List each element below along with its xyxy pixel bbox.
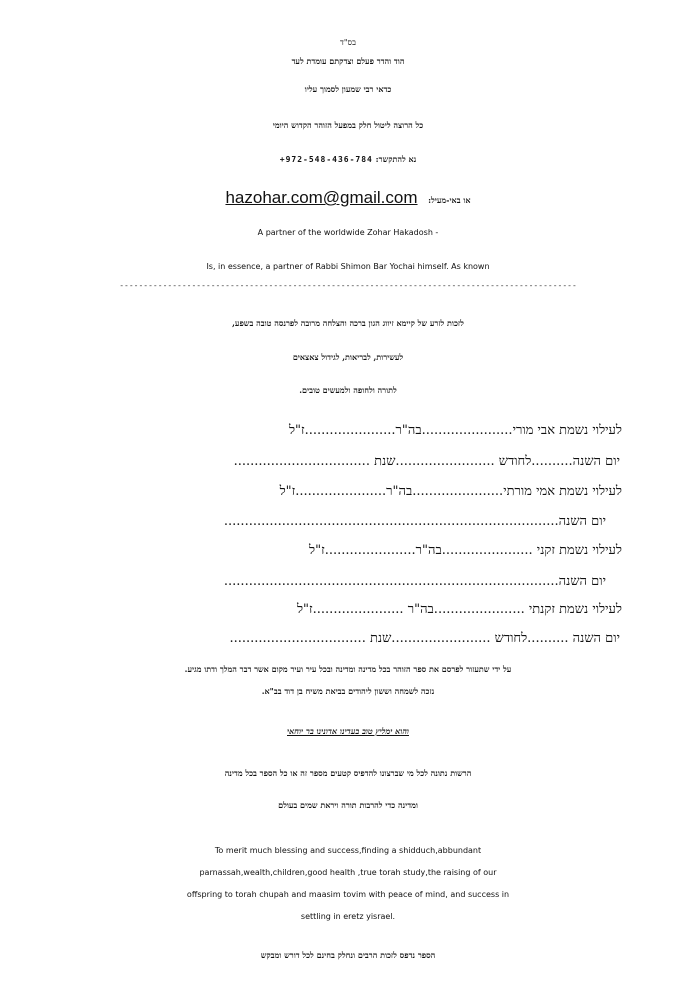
header-line-1: הוד והדר פעלם וצדקתם עומדת לעד bbox=[291, 56, 405, 66]
bsd-mark: בס"ד bbox=[340, 38, 356, 47]
memorial-father: לעילוי נשמת אבי מורי......................בה"ר......................ז"ל bbox=[288, 423, 622, 438]
header-line-2: כדאי רבי שמעון לסמוך עליו bbox=[304, 84, 392, 94]
memorial-grandfather-date: יום השנה................................................................................. bbox=[223, 574, 606, 589]
blessing-line-3: לתורה ולחופה ולמעשים טובים. bbox=[299, 385, 397, 395]
email-link[interactable]: hazohar.com@gmail.com bbox=[225, 188, 418, 207]
english-blessing-line-2: parnassah,wealth,children,good health ,true torah study,the raising of our bbox=[199, 868, 497, 877]
english-headline: A partner of the worldwide Zohar Hakadosh - bbox=[257, 228, 439, 237]
purpose-line-1: על ידי שתעזור לפרסם את ספר הזוהר בכל מדינה ומדינה ובכל עיר ועיר מקום אשר דבר המלך ודתו מגיע. bbox=[184, 664, 512, 674]
blessing-line-1: לזכות לזרע של קיימא זיווג הגון ברכה והצלחה מרובה לפרנסה טובה בשפע, bbox=[232, 318, 464, 328]
email-label: או באי-מעיל: bbox=[428, 195, 471, 205]
permission-line-2: ומדינה כדי להרבות תורה ויראת שמים בעולם bbox=[278, 800, 418, 810]
phone-number[interactable]: +972-548-436-784 bbox=[279, 155, 373, 164]
memorial-grandfather: לעילוי נשמת זקני ......................בה"ר......................ז"ל bbox=[309, 543, 622, 558]
english-blessing-line-1: To merit much blessing and success,finding a shidduch,abbundant bbox=[214, 846, 482, 855]
header-line-3: כל הרוצה ליטול חלק במפעל הזוהר הקדוש היומי bbox=[272, 120, 424, 130]
english-blessing-line-4: settling in eretz yisrael. bbox=[300, 912, 396, 921]
contact-email-line bbox=[0, 188, 696, 208]
dashed-divider: ----------------------------------------------------------------------------------------------- bbox=[119, 281, 577, 290]
purpose-line-2: נזכה לשמחה וששון ליהודים בביאת משיח בן דוד בב"א. bbox=[261, 686, 435, 696]
permission-line-1: הרשות נתונה לכל מי שברצונו להדפיס קטעים מספר זה או כל הספר בכל מדינה bbox=[224, 768, 472, 778]
memorial-mother: לעילוי נשמת אמי מורתי......................בה"ר......................ז"ל bbox=[279, 484, 622, 499]
contact-label: נא להתקשר: bbox=[375, 154, 417, 164]
memorial-grandmother-date: יום השנה ..........לחודש ........................שנת ................................. bbox=[229, 631, 620, 646]
memorial-grandmother: לעילוי נשמת זקנתי ......................בה"ר ......................ז"ל bbox=[296, 602, 622, 617]
rashbi-line: והוא ימליץ טוב בעדינו אדונינו בר יוחאי bbox=[287, 726, 409, 736]
english-subline: Is, in essence, a partner of Rabbi Shimon Bar Yochai himself. As known bbox=[206, 262, 490, 271]
blessing-line-2: לעשירות, לבריאות, לגידול צאצאים bbox=[292, 352, 404, 362]
memorial-mother-date: יום השנה................................................................................. bbox=[223, 514, 606, 529]
footer-line: הספר נדפס לזכות הרבים ונחלק בחינם לכל דורש ומבקש bbox=[260, 950, 436, 960]
english-blessing-line-3: offspring to torah chupah and maasim tovim with peace of mind, and success in bbox=[186, 890, 510, 899]
memorial-father-date: יום השנה..........לחודש ........................שנת ................................. bbox=[233, 454, 620, 469]
contact-phone-line bbox=[0, 154, 696, 164]
